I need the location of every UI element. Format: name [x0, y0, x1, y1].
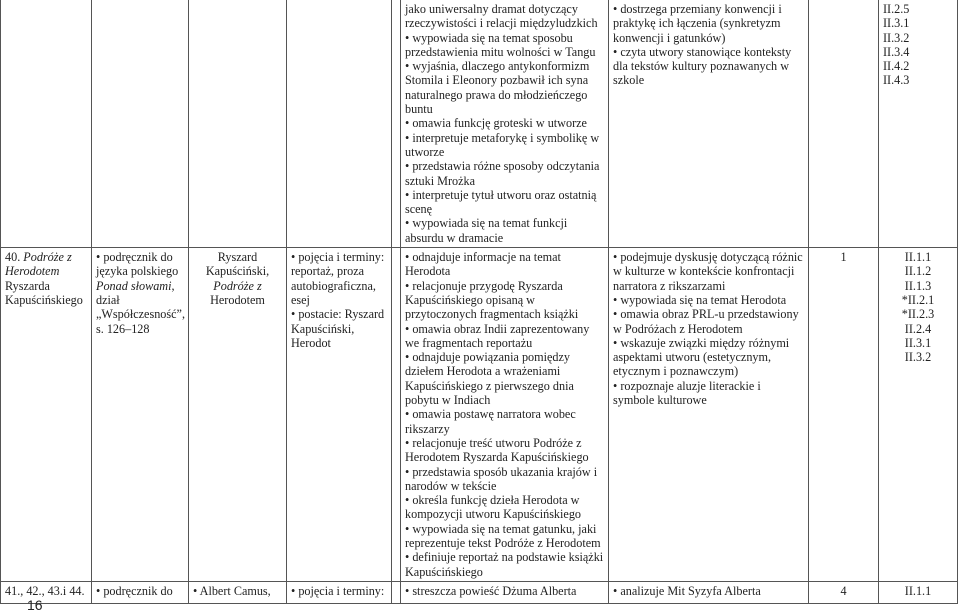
- code: *II.2.1: [901, 292, 935, 307]
- list-item: • omawia funkcję groteski w utworze: [405, 116, 587, 131]
- cell-empty: [392, 581, 401, 603]
- list-item: • wskazuje związki między różnymi aspektami utworu (estetycznym, etycznym i poznawczym): [613, 335, 790, 379]
- list-item: • omawia obraz Indii zaprezentowany we fragmentach reportażu: [405, 321, 590, 350]
- author-name: Ryszard Kapuściński,: [205, 250, 270, 279]
- list-item: • wypowiada się na temat sposobu przedstawienia mitu wolności w Tangu: [405, 30, 596, 59]
- list-item: • odnajduje informacje na temat Herodota: [405, 250, 561, 279]
- code: II.3.4: [883, 44, 910, 59]
- lesson-number: 40.: [5, 250, 21, 265]
- cell-materials: [92, 248, 189, 582]
- material-text-rest: , dział „Współczesność”, s. 126–128: [96, 278, 185, 336]
- material-title: Ponad słowami: [96, 278, 172, 293]
- list-item: • wypowiada się na temat Herodota: [613, 292, 787, 307]
- table-row-40: [1, 248, 958, 582]
- cell-hours: 1: [809, 248, 879, 582]
- cell-curriculum-codes: [879, 0, 958, 248]
- cell-hours: 4: [809, 581, 879, 603]
- code: II.3.2: [904, 350, 932, 365]
- cell-empty: [287, 0, 392, 248]
- code: II.2.5: [883, 2, 910, 16]
- list-item: • relacjonuje przygodę Ryszarda Kapuścińskiego opisaną w przytoczonych fragmentach książki: [405, 278, 579, 322]
- list-item: • określa funkcję dzieła Herodota w kompozycji utworu Kapuścińskiego: [405, 493, 582, 522]
- cell-empty: [92, 0, 189, 248]
- cell-empty: [392, 248, 401, 582]
- code: II.4.3: [883, 73, 910, 88]
- cell-lesson-topic: 41., 42., 43.i 44.: [1, 581, 92, 603]
- list-item: • omawia obraz PRL-u przedstawiony w Podróżach z Herodotem: [613, 307, 799, 336]
- cell-empty: [392, 0, 401, 248]
- cell-extended-outcomes: • analizuje Mit Syzyfa Alberta: [609, 581, 809, 603]
- code: II.1.1: [904, 250, 932, 265]
- material-text: • podręcznik do języka polskiego: [96, 250, 179, 279]
- cell-extended-outcomes: [609, 0, 809, 248]
- list-item: • interpretuje tytuł utworu oraz ostatnią scenę: [405, 187, 597, 217]
- list-item: • pojęcia i terminy: reportaż, proza autobiograficzna, esej: [291, 250, 385, 307]
- work-title: Podróże z: [213, 278, 262, 293]
- cell-empty: [189, 0, 287, 248]
- code: II.2.4: [904, 321, 932, 336]
- list-item: • podejmuje dyskusję dotyczącą różnic w kulturze w kontekście konfrontacji narratora z rikszarzami: [613, 250, 803, 293]
- table-row-41: [1, 581, 958, 603]
- code: II.3.1: [883, 16, 910, 31]
- list-item: • odnajduje powiązania pomiędzy dziełem Herodota a wrażeniami Kapuścińskiego z pierwszego dnia pobytu w Indiach: [405, 350, 574, 408]
- list-item: • czyta utwory stanowiące konteksty dla tekstów kultury poznawanych w szkole: [613, 44, 792, 88]
- list-item: • wyjaśnia, dlaczego antykonformizm Stomila i Eleonory pozbawił ich syna naturalnego prawa do młodzieńczego buntu: [405, 59, 590, 117]
- cell-materials: • podręcznik do: [92, 581, 189, 603]
- code: II.1.2: [904, 264, 932, 279]
- cell-empty: [809, 0, 879, 248]
- cell-text-author: • Albert Camus,: [189, 581, 287, 603]
- list-item: • dostrzega przemiany konwencji i praktykę ich łączenia (synkretyzm konwencji i gatunków): [613, 2, 782, 45]
- cell-terms: [287, 248, 392, 582]
- code: II.3.2: [883, 30, 910, 45]
- code: II.1.3: [904, 278, 932, 293]
- list-item: • definiuje reportaż na podstawie książki Kapuścińskiego: [405, 550, 604, 579]
- table-row-continuation: [1, 0, 958, 248]
- lesson-title-italic: Podróże z Herodotem: [5, 250, 72, 279]
- cell-extended-outcomes: [609, 248, 809, 582]
- list-item: • przedstawia sposób ukazania krajów i narodów w tekście: [405, 464, 598, 493]
- list-item: • wypowiada się na temat gatunku, jaki reprezentuje tekst Podróże z Herodotem: [405, 521, 601, 550]
- list-item: • postacie: Ryszard Kapuściński, Herodot: [291, 307, 385, 350]
- cell-curriculum-codes: [879, 248, 958, 582]
- cell-terms: • pojęcia i terminy:: [287, 581, 392, 603]
- cell-learning-outcomes: [401, 248, 609, 582]
- list-item: jako uniwersalny dramat dotyczący rzeczywistości i relacji międzyludzkich: [405, 2, 598, 31]
- cell-curriculum-codes: II.1.1: [879, 581, 958, 603]
- lesson-title-rest: Ryszarda Kapuścińskiego: [5, 278, 83, 307]
- cell-lesson-topic: [1, 248, 92, 582]
- code: II.4.2: [883, 59, 910, 74]
- code: *II.2.3: [901, 307, 935, 322]
- page-number: 16: [27, 597, 43, 613]
- cell-text-author: [189, 248, 287, 582]
- cell-empty: [1, 0, 92, 248]
- list-item: • relacjonuje treść utworu Podróże z Herodotem Ryszarda Kapuścińskiego: [405, 435, 589, 465]
- list-item: • omawia postawę narratora wobec rikszarzy: [405, 407, 576, 436]
- work-title-rest: Herodotem: [210, 292, 265, 307]
- list-item: • interpretuje metaforykę i symbolikę w utworze: [405, 130, 600, 159]
- list-item: • wypowiada się na temat funkcji absurdu w dramacie: [405, 216, 568, 245]
- cell-learning-outcomes: [401, 0, 609, 248]
- cell-learning-outcomes: • streszcza powieść Dżuma Alberta: [401, 581, 609, 603]
- code: II.3.1: [904, 335, 932, 350]
- list-item: • przedstawia różne sposoby odczytania sztuki Mrożka: [405, 159, 600, 188]
- list-item: • rozpoznaje aluzje literackie i symbole kulturowe: [613, 378, 761, 408]
